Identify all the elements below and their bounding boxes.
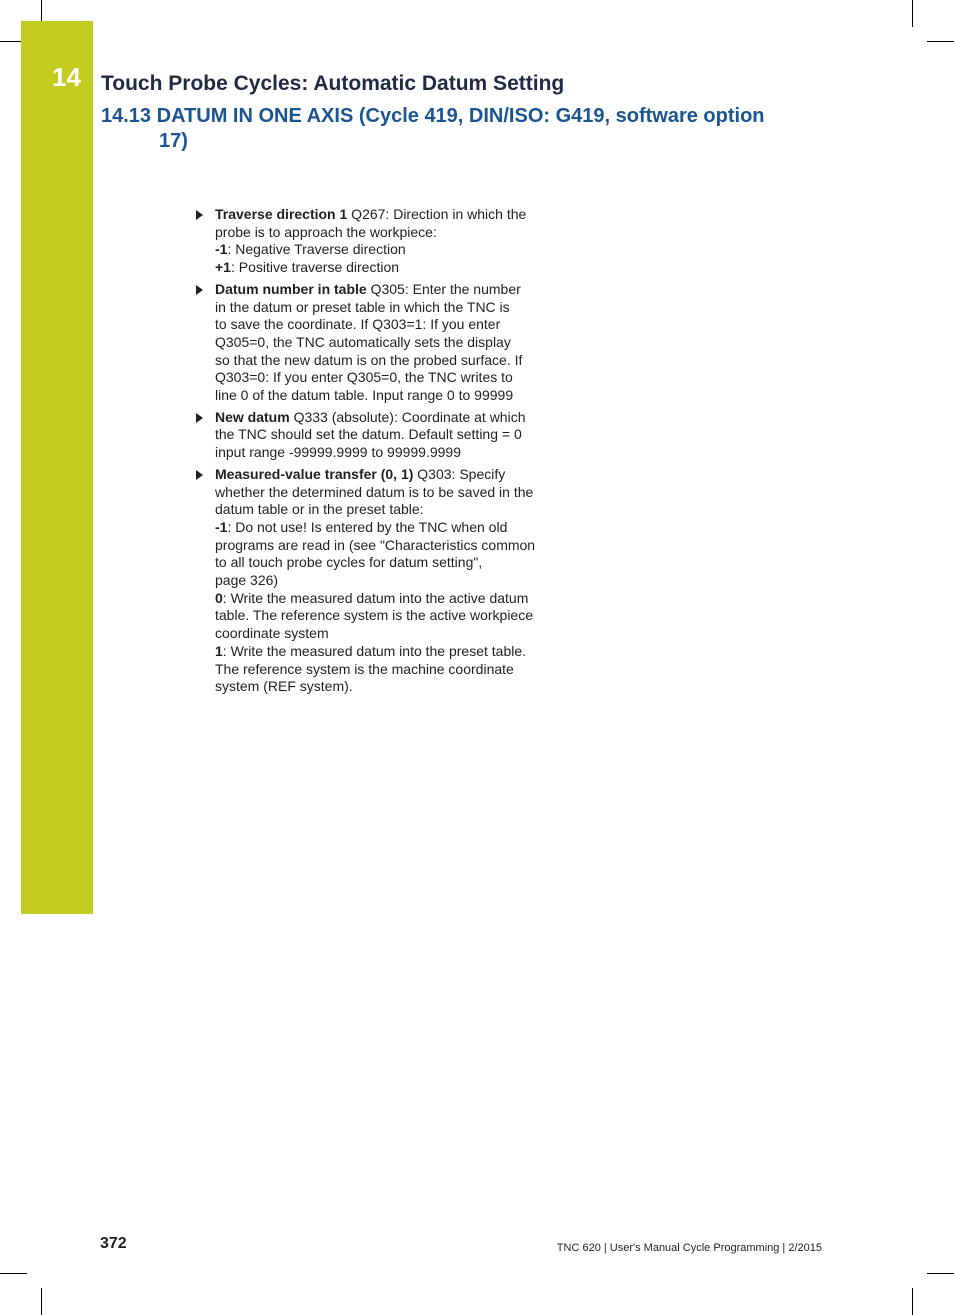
parameter-text: datum table or in the preset table: — [215, 501, 424, 518]
parameter-line — [215, 607, 565, 625]
parameter-line — [215, 369, 565, 387]
parameter-line — [215, 281, 565, 299]
parameter-text: Q333 (absolute): Coordinate at which — [289, 408, 526, 425]
section-title-line2: 17) — [159, 130, 188, 152]
parameter-text: page 326) — [215, 572, 279, 589]
crop-mark — [927, 1273, 954, 1274]
option-description: : Do not use! Is entered by the TNC when old — [227, 518, 508, 535]
parameter-line — [215, 554, 565, 572]
parameter-line — [215, 519, 565, 537]
parameter-line — [215, 678, 565, 696]
footer-text: TNC 620 | User's Manual Cycle Programming | 2/2015 — [556, 1242, 822, 1254]
parameter-line — [215, 426, 565, 444]
parameter-line — [215, 224, 565, 242]
parameter-text: the TNC should set the datum. Default setting = 0 — [215, 426, 522, 443]
option-description: : Positive traverse direction — [230, 259, 400, 276]
parameter-label: New datum — [215, 408, 290, 425]
parameter-text: Q303: Specify — [413, 465, 506, 482]
option-value: +1 — [215, 259, 231, 276]
parameter-item — [195, 409, 565, 462]
chapter-number: 14 — [52, 62, 81, 92]
parameter-line — [215, 625, 565, 643]
crop-mark — [41, 1288, 42, 1315]
parameter-line — [215, 352, 565, 370]
option-value: -1 — [215, 241, 228, 258]
parameter-line — [215, 501, 565, 519]
option-value: 0 — [215, 589, 223, 606]
parameter-text: to save the coordinate. If Q303=1: If you enter — [215, 316, 501, 333]
parameter-item — [195, 281, 565, 405]
parameter-label: Measured-value transfer (0, 1) — [215, 465, 414, 482]
parameter-text: The reference system is the machine coordinate — [215, 660, 514, 677]
parameter-line — [215, 537, 565, 555]
option-description: : Write the measured datum into the active datum — [222, 589, 529, 606]
parameter-line — [215, 484, 565, 502]
parameter-text: coordinate system — [215, 625, 329, 642]
option-value: -1 — [215, 518, 228, 535]
bullet-arrow-icon — [196, 285, 203, 295]
section-title — [101, 104, 801, 154]
crop-mark — [912, 0, 913, 27]
parameter-text: so that the new datum is on the probed surface. If — [215, 351, 523, 368]
parameter-text: line 0 of the datum table. Input range 0 to 99999 — [215, 387, 514, 404]
bullet-arrow-icon — [196, 413, 203, 423]
parameter-label: Datum number in table — [215, 280, 367, 297]
parameter-line — [215, 206, 565, 224]
option-value: 1 — [215, 642, 223, 659]
parameter-line — [215, 316, 565, 334]
parameter-item — [195, 466, 565, 696]
parameter-text: probe is to approach the workpiece: — [215, 223, 437, 240]
parameter-line — [215, 590, 565, 608]
parameter-list — [195, 206, 565, 700]
parameter-line — [215, 241, 565, 259]
parameter-text: input range -99999.9999 to 99999.9999 — [215, 444, 461, 461]
option-description: : Write the measured datum into the preset table. — [222, 642, 527, 659]
parameter-line — [215, 299, 565, 317]
crop-mark — [0, 1273, 27, 1274]
section-title-line1: DATUM IN ONE AXIS (Cycle 419, DIN/ISO: G419, software option — [156, 105, 765, 127]
section-number: 14.13 — [101, 105, 152, 127]
parameter-text: Q305=0, the TNC automatically sets the display — [215, 333, 511, 350]
bullet-arrow-icon — [196, 470, 203, 480]
parameter-text: system (REF system). — [215, 678, 353, 695]
chapter-title: Touch Probe Cycles: Automatic Datum Setting — [101, 72, 565, 95]
parameter-line — [215, 444, 565, 462]
parameter-text: to all touch probe cycles for datum setting", — [215, 554, 483, 571]
bullet-arrow-icon — [196, 210, 203, 220]
parameter-label: Traverse direction 1 — [215, 206, 348, 222]
parameter-line — [215, 387, 565, 405]
chapter-sidebar — [21, 21, 93, 914]
parameter-text: table. The reference system is the active workpiece — [215, 607, 534, 624]
parameter-text: Q305: Enter the number — [366, 280, 521, 297]
parameter-line — [215, 661, 565, 679]
crop-mark — [927, 41, 954, 42]
parameter-item — [195, 206, 565, 277]
parameter-text: Q303=0: If you enter Q305=0, the TNC writes to — [215, 369, 513, 386]
page-number: 372 — [100, 1235, 127, 1252]
parameter-line — [215, 259, 565, 277]
parameter-line — [215, 409, 565, 427]
option-description: : Negative Traverse direction — [227, 241, 406, 258]
parameter-text: in the datum or preset table in which the TNC is — [215, 298, 510, 315]
parameter-text: whether the determined datum is to be saved in the — [215, 483, 534, 500]
parameter-line — [215, 466, 565, 484]
parameter-text: programs are read in (see "Characteristics common — [215, 536, 536, 553]
parameter-text: Q267: Direction in which the — [347, 206, 527, 222]
parameter-line — [215, 334, 565, 352]
parameter-line — [215, 643, 565, 661]
parameter-line — [215, 572, 565, 590]
crop-mark — [912, 1288, 913, 1315]
